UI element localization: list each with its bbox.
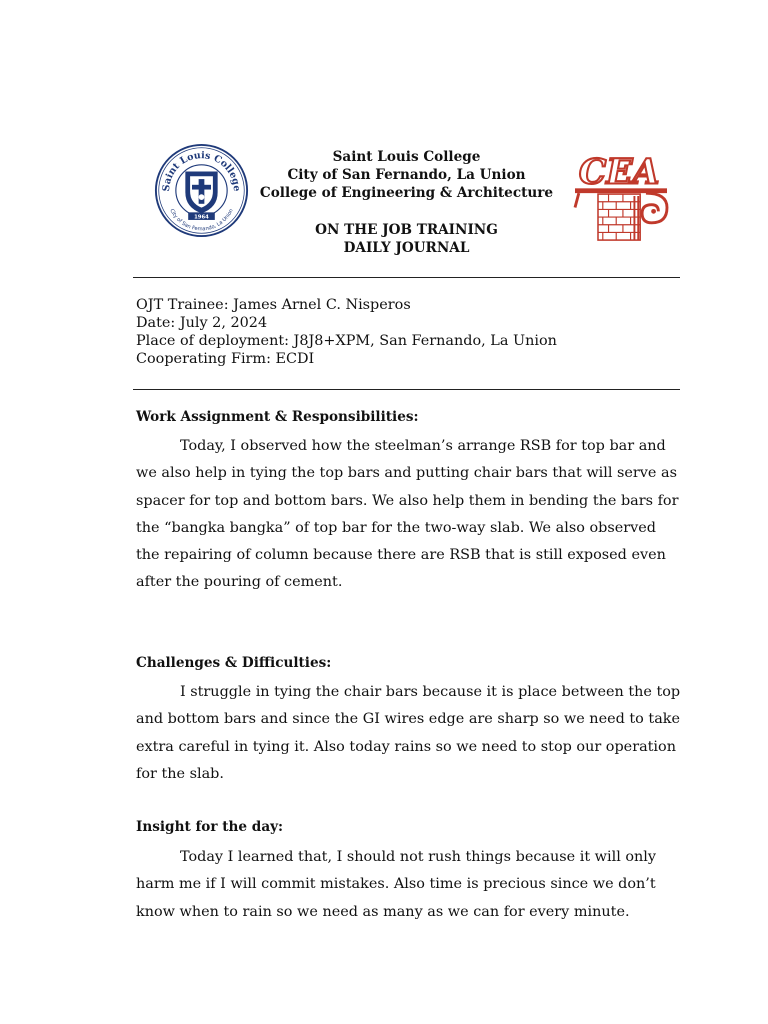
- document-title-line1: ON THE JOB TRAINING: [315, 222, 498, 239]
- challenges-heading: Challenges & Difficulties:: [136, 655, 332, 671]
- seal-bottom-text: City of San Fernando, La Union: [168, 208, 235, 233]
- challenges-body: I struggle in tying the chair bars because it is place between the top and bottom bars and since the GI wires edge are sharp so we need to take extra careful in tying it. Also today rains so we need to stop our operation for the slab.: [136, 684, 681, 782]
- cooperating-firm: Cooperating Firm: ECDI: [136, 351, 315, 367]
- work-assignment-body: Today, I observed how the steelman’s arrange RSB for top bar and we also help in tying the top bars and putting chair bars that will serve as spacer for top and bottom bars. We also help them in bending the bars for the “bangka bangka” of top bar for the two-way slab. We also observed the repairing of column because there are RSB that is still exposed even after the pouring of cement.: [136, 438, 679, 591]
- cea-logo: [573, 150, 669, 242]
- journal-date: Date: July 2, 2024: [136, 315, 268, 331]
- insight-body: Today I learned that, I should not rush things because it will only harm me if I will commit mistakes. Also time is precious since we don’t know when to rain so we need as many as we can for every minute.: [136, 849, 657, 920]
- college-name: Saint Louis College: [332, 149, 481, 165]
- challenges-section: [136, 654, 681, 788]
- trainee-name: OJT Trainee: James Arnel C. Nisperos: [136, 297, 411, 313]
- document-title-line2: DAILY JOURNAL: [343, 240, 470, 257]
- insight-heading: Insight for the day:: [136, 819, 284, 835]
- trainee-info: [136, 296, 696, 368]
- seal-year: 1964: [194, 214, 209, 221]
- work-assignment-section: [136, 408, 681, 597]
- header-divider: [133, 277, 680, 278]
- info-divider: [133, 389, 680, 390]
- insight-section: [136, 818, 681, 926]
- cea-text: CEA: [578, 152, 660, 193]
- school-seal-logo: [154, 143, 249, 238]
- document-header: [250, 148, 563, 258]
- seal-top-text: Saint Louis College: [161, 150, 242, 192]
- college-department: College of Engineering & Architecture: [259, 185, 554, 202]
- college-location: City of San Fernando, La Union: [287, 167, 526, 184]
- work-assignment-heading: Work Assignment & Responsibilities:: [136, 409, 419, 425]
- deployment-place: Place of deployment: J8J8+XPM, San Fernando, La Union: [136, 333, 557, 349]
